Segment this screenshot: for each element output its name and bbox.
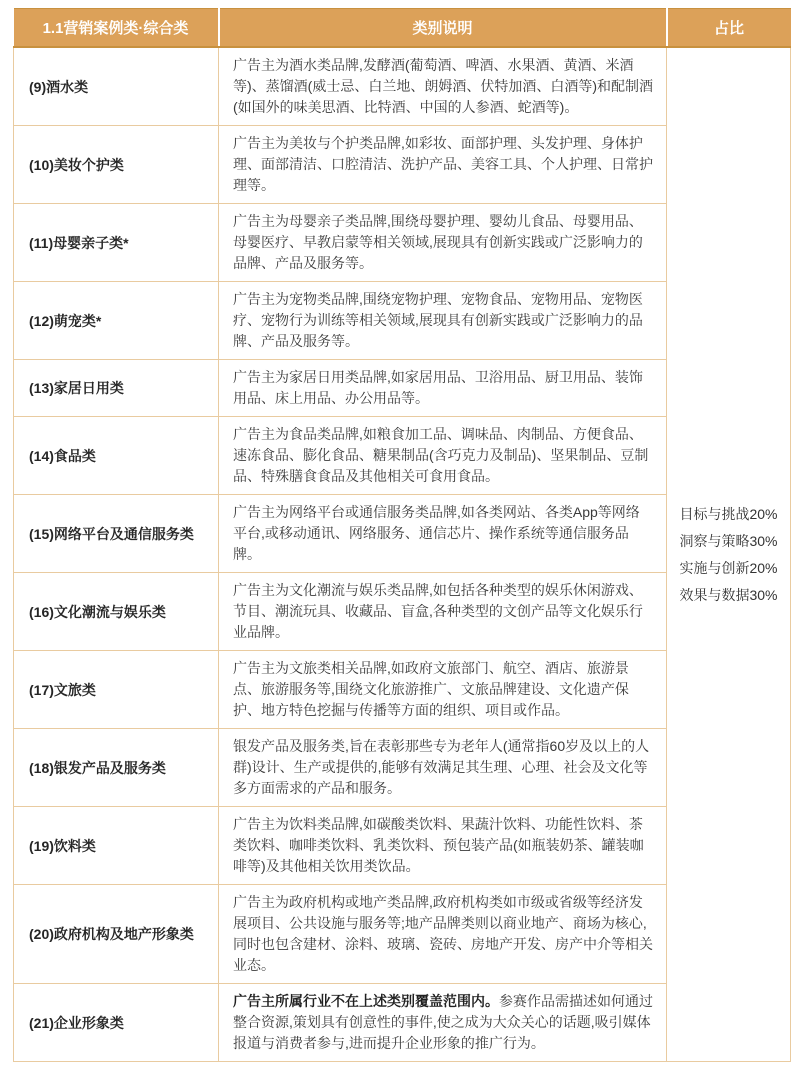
category-description xyxy=(219,984,667,1062)
category-label: (14)食品类 xyxy=(14,417,219,495)
table-header-row xyxy=(14,9,791,48)
category-label: (10)美妆个护类 xyxy=(14,126,219,204)
header-cell-section-title: 1.1营销案例类·综合类 xyxy=(14,9,219,48)
category-description xyxy=(219,417,667,495)
ratio-cell xyxy=(667,47,791,1062)
ratio-line: 洞察与策略30% xyxy=(679,532,778,549)
description-text: 银发产品及服务类,旨在表彰那些专为老年人(通常指60岁及以上的人群)设计、生产或提供的,能够有效满足其生理、心理、社会及文化等多方面需求的产品和服务。 xyxy=(233,738,650,796)
category-description xyxy=(219,807,667,885)
category-label: (9)酒水类 xyxy=(14,47,219,126)
ratio-line: 效果与数据30% xyxy=(679,586,778,603)
description-text: 广告主为饮料类品牌,如碳酸类饮料、果蔬汁饮料、功能性饮料、茶类饮料、咖啡类饮料、乳类饮料、预包装产品(如瓶装奶茶、罐装咖啡等)及其他相关饮用类饮品。 xyxy=(233,816,644,874)
header-cell-description: 类别说明 xyxy=(219,9,667,48)
category-description xyxy=(219,204,667,282)
description-text: 广告主为网络平台或通信服务类品牌,如各类网站、各类App等网络平台,或移动通讯、网络服务、通信芯片、操作系统等通信服务品牌。 xyxy=(233,504,640,562)
description-text: 广告主为政府机构或地产类品牌,政府机构类如市级或省级等经济发展项目、公共设施与服务等;地产品牌类则以商业地产、商场为核心,同时也包含建材、涂料、玻璃、瓷砖、房地产开发、房产中介等相关业态。 xyxy=(233,894,653,973)
category-description xyxy=(219,573,667,651)
description-text: 广告主为食品类品牌,如粮食加工品、调味品、肉制品、方便食品、速冻食品、膨化食品、糖果制品(含巧克力及制品)、坚果制品、豆制品、特殊膳食食品及其他相关可食用食品。 xyxy=(233,426,649,484)
category-description xyxy=(219,126,667,204)
category-label: (17)文旅类 xyxy=(14,651,219,729)
category-label: (11)母婴亲子类* xyxy=(14,204,219,282)
description-bold-lead: 广告主所属行业不在上述类别覆盖范围内。 xyxy=(233,993,499,1009)
category-description xyxy=(219,282,667,360)
description-text: 广告主为酒水类品牌,发酵酒(葡萄酒、啤酒、水果酒、黄酒、米酒等)、蒸馏酒(威士忌、白兰地、朗姆酒、伏特加酒、白酒等)和配制酒(如国外的味美思酒、比特酒、中国的人参酒、蛇酒等)。 xyxy=(233,57,653,115)
category-label: (15)网络平台及通信服务类 xyxy=(14,495,219,573)
category-label: (13)家居日用类 xyxy=(14,360,219,417)
ratio-line: 实施与创新20% xyxy=(679,559,778,576)
category-description xyxy=(219,47,667,126)
category-description xyxy=(219,885,667,984)
description-text: 广告主为美妆与个护类品牌,如彩妆、面部护理、头发护理、身体护理、面部清洁、口腔清洁、洗护产品、美容工具、个人护理、日常护理等。 xyxy=(233,135,653,193)
category-label: (18)银发产品及服务类 xyxy=(14,729,219,807)
category-label: (21)企业形象类 xyxy=(14,984,219,1062)
description-text: 参赛作品需描述如何通过整合资源,策划具有创意性的事件,使之成为大众关心的话题,吸引媒体报道与消费者参与,进而提升企业形象的推广行为。 xyxy=(233,993,653,1051)
category-label: (16)文化潮流与娱乐类 xyxy=(14,573,219,651)
ratio-line: 目标与挑战20% xyxy=(679,505,778,522)
description-text: 广告主为文旅类相关品牌,如政府文旅部门、航空、酒店、旅游景点、旅游服务等,围绕文化旅游推广、文旅品牌建设、文化遗产保护、地方特色挖掘与传播等方面的组织、项目或作品。 xyxy=(233,660,629,718)
category-description xyxy=(219,651,667,729)
category-table xyxy=(13,8,791,1062)
category-label: (19)饮料类 xyxy=(14,807,219,885)
description-text: 广告主为母婴亲子类品牌,围绕母婴护理、婴幼儿食品、母婴用品、母婴医疗、早教启蒙等相关领域,展现具有创新实践或广泛影响力的品牌、产品及服务等。 xyxy=(233,213,643,271)
category-description xyxy=(219,495,667,573)
description-text: 广告主为家居日用类品牌,如家居用品、卫浴用品、厨卫用品、装饰用品、床上用品、办公用品等。 xyxy=(233,369,643,406)
description-text: 广告主为文化潮流与娱乐类品牌,如包括各种类型的娱乐休闲游戏、节目、潮流玩具、收藏品、盲盒,各种类型的文创产品等文化娱乐行业品牌。 xyxy=(233,582,643,640)
category-description xyxy=(219,729,667,807)
category-label: (20)政府机构及地产形象类 xyxy=(14,885,219,984)
description-text: 广告主为宠物类品牌,围绕宠物护理、宠物食品、宠物用品、宠物医疗、宠物行为训练等相关领域,展现具有创新实践或广泛影响力的品牌、产品及服务等。 xyxy=(233,291,643,349)
category-description xyxy=(219,360,667,417)
category-label: (12)萌宠类* xyxy=(14,282,219,360)
header-cell-ratio: 占比 xyxy=(667,9,791,48)
table-row-9 xyxy=(14,47,791,126)
